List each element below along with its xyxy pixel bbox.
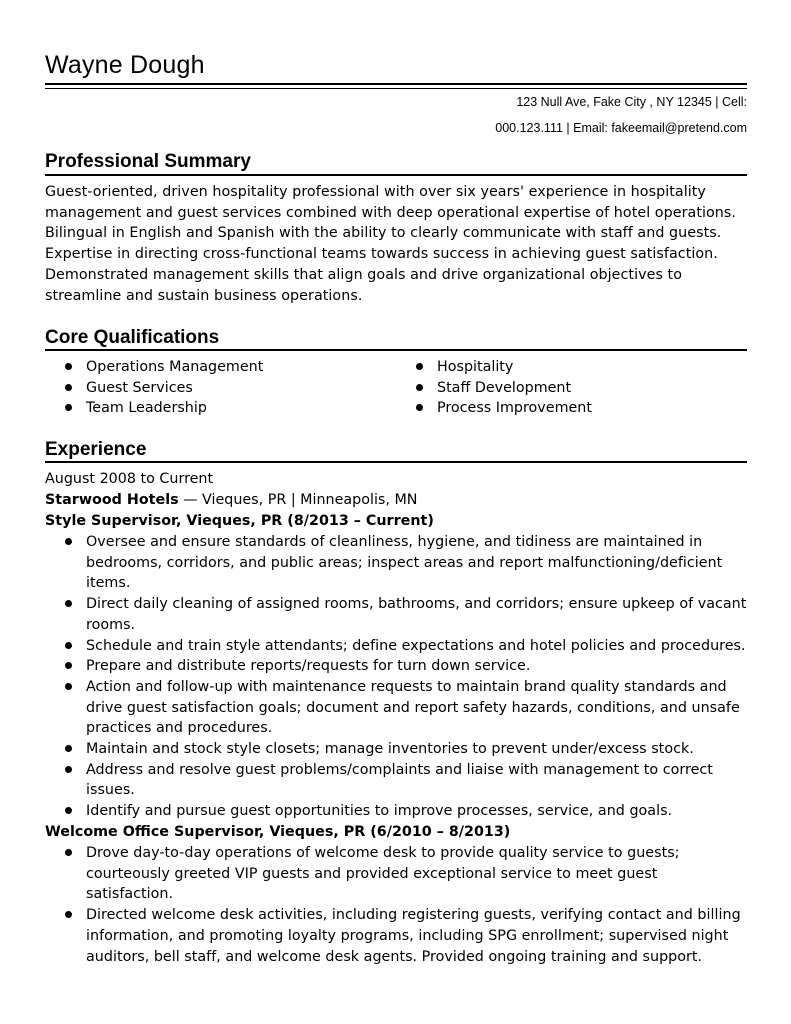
qualification-item <box>396 378 592 399</box>
contact-line-1: 123 Null Ave, Fake City , NY 12345 | Cell: <box>516 95 747 109</box>
bullet-icon <box>65 849 72 856</box>
bullet-icon <box>416 384 423 391</box>
role-title: Style Supervisor, Vieques, PR (8/2013 – Current) <box>45 513 434 529</box>
qualification-item <box>45 378 263 399</box>
qualification-label: Hospitality <box>437 359 514 375</box>
bullet-icon <box>65 766 72 773</box>
bullet-text: Direct daily cleaning of assigned rooms, bathrooms, and corridors; ensure upkeep of vacant rooms. <box>86 596 747 633</box>
role-bullet-item <box>45 532 747 594</box>
role-bullet-item <box>45 594 747 635</box>
qualification-label: Guest Services <box>86 379 193 396</box>
qualification-item <box>45 357 263 378</box>
company-separator: — <box>183 492 198 508</box>
bullet-icon <box>65 911 72 918</box>
name-divider-thin <box>45 88 747 89</box>
employer-line <box>45 490 418 511</box>
role-bullet-item <box>45 760 747 801</box>
role-bullet-item <box>45 677 747 739</box>
qualification-item <box>45 398 263 419</box>
role-bullet-item <box>45 636 747 657</box>
bullet-text: Address and resolve guest problems/complaints and liaise with management to correct issues. <box>86 761 713 799</box>
qualification-label: Staff Development <box>437 379 572 396</box>
company-location: Vieques, PR | Minneapolis, MN <box>202 492 418 508</box>
bullet-icon <box>65 745 72 752</box>
bullet-icon <box>65 662 72 669</box>
summary-heading: Professional Summary <box>45 151 251 172</box>
company-name: Starwood Hotels <box>45 492 179 508</box>
bullet-text: Drove day-to-day operations of welcome desk to provide quality service to guests; courteously greeted VIP guests and provided exceptional service to meet guest satisfaction. <box>86 845 680 903</box>
bullet-icon <box>65 600 72 607</box>
bullet-text: Directed welcome desk activities, including registering guests, verifying contact and billing information, and promoting loyalty programs, including SPG enrollment; supervised night auditors, bell staff, and welcome desk agents. Provided ongoing training and support. <box>86 907 741 965</box>
experience-divider <box>45 461 747 463</box>
bullet-icon <box>416 404 423 411</box>
bullet-text: Action and follow-up with maintenance requests to maintain brand quality standards and drive guest satisfaction goals; document and report safety hazards, conditions, and unsafe practices and procedures. <box>86 678 740 737</box>
bullet-icon <box>65 404 72 411</box>
bullet-text: Schedule and train style attendants; define expectations and hotel policies and procedures. <box>86 637 746 654</box>
summary-text: Guest-oriented, driven hospitality professional with over six years' experience in hospitality management and guest services combined with deep operational expertise of hotel operations. Bilingual in English and Spanish with the ability to clearly communicate with staff and guests. Expertise in directing cross-functional teams towards success in achieving guest satisfaction. Demonstrated management skills that align goals and drive organizational objectives to streamline and sustain business operations. <box>45 184 736 304</box>
role-bullets <box>45 843 747 967</box>
role-bullets <box>45 532 747 822</box>
bullet-text: Prepare and distribute reports/requests for turn down service. <box>86 658 531 675</box>
role-bullet-item <box>45 739 747 760</box>
summary-divider <box>45 174 747 176</box>
employment-dates: August 2008 to Current <box>45 471 214 487</box>
role-bullet-item <box>45 905 747 967</box>
qualifications-heading: Core Qualifications <box>45 327 220 348</box>
bullet-text: Maintain and stock style closets; manage inventories to prevent under/excess stock. <box>86 741 694 758</box>
role-title: Welcome Office Supervisor, Vieques, PR (6/2010 – 8/2013) <box>45 824 511 840</box>
qualification-item <box>396 357 592 378</box>
qualification-label: Operations Management <box>86 359 264 375</box>
qualification-label: Process Improvement <box>437 400 592 417</box>
role-bullet-item <box>45 843 747 905</box>
bullet-icon <box>65 538 72 545</box>
name-divider-thick <box>45 83 747 85</box>
qualification-item <box>396 398 592 419</box>
bullet-icon <box>65 807 72 814</box>
bullet-icon <box>65 642 72 649</box>
contact-line-2: 000.123.111 | Email: fakeemail@pretend.com <box>495 121 747 135</box>
role-bullet-item <box>45 656 747 677</box>
bullet-icon <box>416 363 423 370</box>
role-bullet-item <box>45 801 747 822</box>
qualifications-right-list <box>396 357 592 419</box>
qualification-label: Team Leadership <box>86 400 207 417</box>
qualifications-divider <box>45 349 747 351</box>
qualifications-left-list <box>45 357 263 419</box>
bullet-icon <box>65 683 72 690</box>
bullet-icon <box>65 384 72 391</box>
experience-heading: Experience <box>45 439 147 460</box>
candidate-name: Wayne Dough <box>45 51 205 79</box>
bullet-text: Oversee and ensure standards of cleanliness, hygiene, and tidiness are maintained in bedrooms, corridors, and public areas; inspect areas and report malfunctioning/deficient items. <box>86 534 723 592</box>
bullet-icon <box>65 363 72 370</box>
bullet-text: Identify and pursue guest opportunities to improve processes, service, and goals. <box>86 803 673 820</box>
